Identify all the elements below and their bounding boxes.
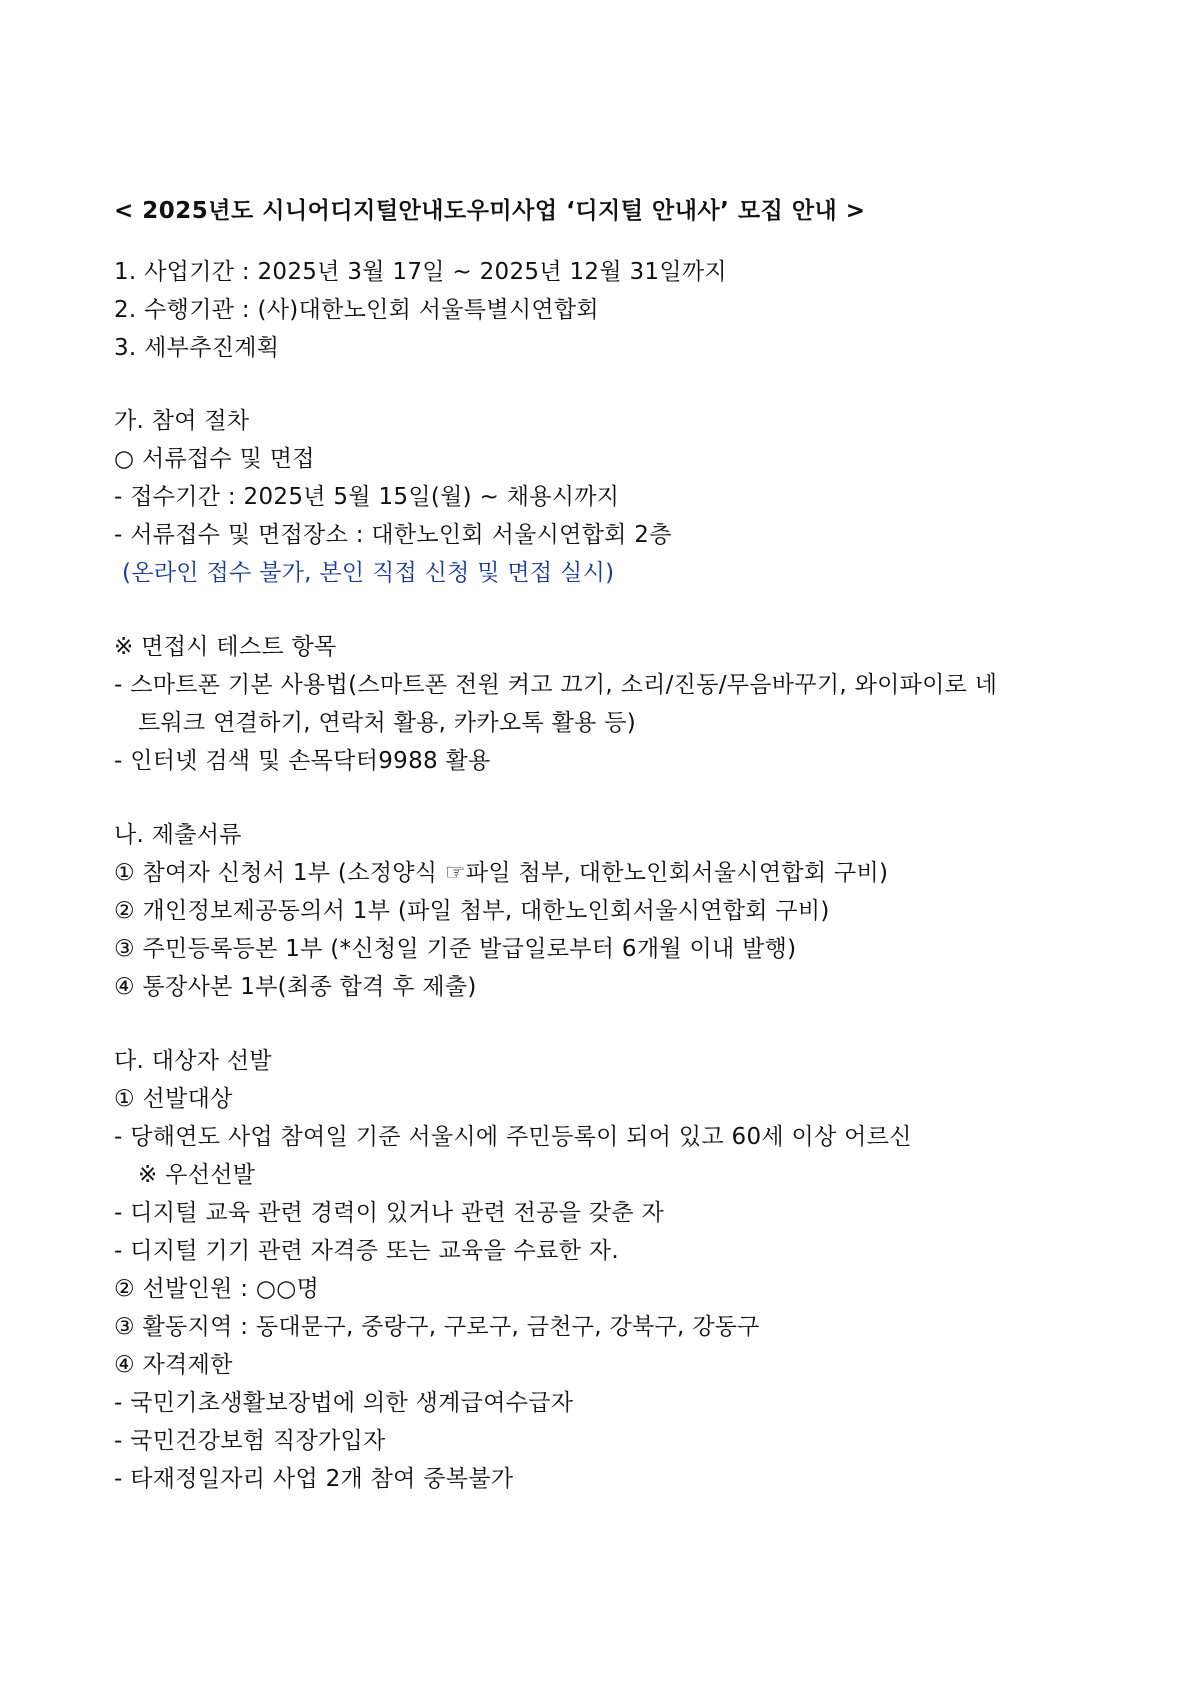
section-da-headcount: ② 선발인원 : ○○명	[114, 1276, 320, 1302]
section-da-restriction-1: - 국민기초생활보장법에 의한 생계급여수급자	[114, 1390, 574, 1416]
overview-item-agency: 2. 수행기관 : (사)대한노인회 서울특별시연합회	[114, 297, 599, 323]
section-ga-place: - 서류접수 및 면접장소 : 대한노인회 서울시연합회 2층	[114, 522, 672, 548]
section-ga-notice: (온라인 접수 불가, 본인 직접 신청 및 면접 실시)	[122, 560, 615, 586]
section-da-heading: 다. 대상자 선발	[114, 1048, 272, 1074]
section-da-priority-2: - 디지털 기기 관련 자격증 또는 교육을 수료한 자.	[114, 1238, 619, 1264]
section-da-restriction-3: - 타재정일자리 사업 2개 참여 중복불가	[114, 1466, 514, 1492]
section-ga-test-item-1-line-2: 트워크 연결하기, 연락처 활용, 카카오톡 활용 등)	[138, 710, 637, 736]
section-na-doc-2: ② 개인정보제공동의서 1부 (파일 첨부, 대한노인회서울시연합회 구비)	[114, 898, 830, 924]
section-ga-test-heading: ※ 면접시 테스트 항목	[114, 634, 337, 660]
section-ga-test-item-1-line-1: - 스마트폰 기본 사용법(스마트폰 전원 켜고 끄기, 소리/진동/무음바꾸기, 와이파이로 네	[114, 672, 998, 698]
section-ga-test-item-2: - 인터넷 검색 및 손목닥터9988 활용	[114, 748, 491, 774]
section-ga-heading: 가. 참여 절차	[114, 408, 250, 434]
section-da-priority-heading: ※ 우선선발	[138, 1162, 256, 1188]
section-na-heading: 나. 제출서류	[114, 822, 242, 848]
overview-item-period: 1. 사업기간 : 2025년 3월 17일 ~ 2025년 12월 31일까지	[114, 259, 727, 285]
section-da-priority-1: - 디지털 교육 관련 경력이 있거나 관련 전공을 갖춘 자	[114, 1200, 664, 1226]
overview-item-plan: 3. 세부추진계획	[114, 335, 280, 361]
page-title: < 2025년도 시니어디지털안내도우미사업 ‘디지털 안내사’ 모집 안내 >	[114, 198, 866, 224]
section-na-doc-1: ① 참여자 신청서 1부 (소정양식 ☞파일 첨부, 대한노인회서울시연합회 구비)	[114, 860, 889, 886]
section-ga-subheading: ○ 서류접수 및 면접	[114, 446, 315, 472]
section-na-doc-4: ④ 통장사본 1부(최종 합격 후 제출)	[114, 974, 477, 1000]
section-ga-period: - 접수기간 : 2025년 5월 15일(월) ~ 채용시까지	[114, 484, 620, 510]
section-da-target-item: - 당해연도 사업 참여일 기준 서울시에 주민등록이 되어 있고 60세 이상 어르신	[114, 1124, 912, 1150]
section-na-doc-3: ③ 주민등록등본 1부 (*신청일 기준 발급일로부터 6개월 이내 발행)	[114, 936, 797, 962]
section-da-areas: ③ 활동지역 : 동대문구, 중랑구, 구로구, 금천구, 강북구, 강동구	[114, 1314, 760, 1340]
section-da-restriction-2: - 국민건강보험 직장가입자	[114, 1428, 386, 1454]
section-da-restriction-heading: ④ 자격제한	[114, 1352, 233, 1378]
section-da-target-heading: ① 선발대상	[114, 1086, 233, 1112]
